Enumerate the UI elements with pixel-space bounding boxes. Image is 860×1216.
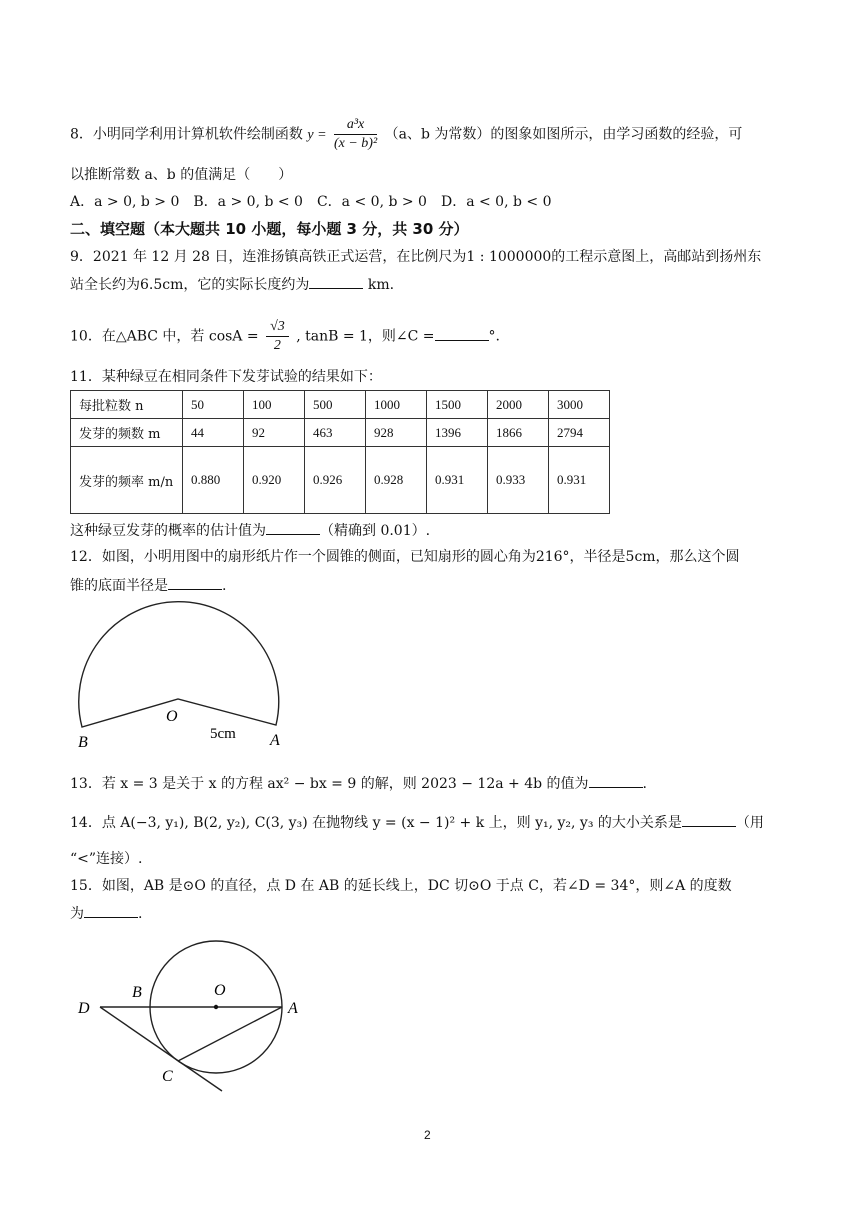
q10-fraction xyxy=(266,318,289,355)
q9-text: 站全长约为6.5cm，它的实际长度约为 xyxy=(70,277,310,293)
table-cell: 100 xyxy=(244,391,305,419)
table-cell: 0.880 xyxy=(183,447,244,514)
q9-line1: 9．2021 年 12 月 28 日，连淮扬镇高铁正式运营，在比例尺为1 : 1000000的工程示意图上，高邮站到扬州东 xyxy=(70,249,762,265)
q14-note: （用 xyxy=(735,815,764,831)
table-cell: 0.931 xyxy=(427,447,488,514)
q12-text: 锥的底面半径是 xyxy=(70,578,168,594)
table-cell: 2000 xyxy=(488,391,549,419)
q8-options: A．a > 0, b > 0 B．a > 0, b < 0 C．a < 0, b > 0 D．a < 0, b < 0 xyxy=(70,194,552,210)
sprout-table xyxy=(70,390,610,514)
table-cell: 1500 xyxy=(427,391,488,419)
q10-middle: , tanB = 1，则∠C = xyxy=(296,328,435,345)
table-cell: 928 xyxy=(366,419,427,447)
table-cell: 500 xyxy=(305,391,366,419)
q14-line2: “<”连接）. xyxy=(70,851,143,867)
q14-text: 14．点 A(−3, y₁), B(2, y₂), C(3, y₃) 在抛物线 y = (x − 1)² + k 上，则 y₁, y₂, y₃ 的大小关系是 xyxy=(70,815,682,831)
q15-end: . xyxy=(138,906,143,922)
q11-after-note: （精确到 0.01）. xyxy=(320,523,431,539)
section-heading: 二、填空题（本大题共 10 小题，每小题 3 分，共 30 分） xyxy=(70,220,469,238)
q8-line1 xyxy=(70,116,742,153)
q15-line1: 15．如图，AB 是⊙O 的直径，点 D 在 AB 的延长线上，DC 切⊙O 于点 C，若∠D = 34°，则∠A 的度数 xyxy=(70,878,732,894)
label-O: O xyxy=(166,708,178,725)
table-cell: 2794 xyxy=(549,419,610,447)
circle-figure xyxy=(70,935,330,1095)
q11-after xyxy=(70,520,430,541)
q14-line1 xyxy=(70,812,764,833)
label-B: B xyxy=(132,984,142,1001)
q12-end: . xyxy=(222,578,227,594)
q14-answer-blank xyxy=(682,812,736,827)
table-cell: 463 xyxy=(305,419,366,447)
q11-answer-blank xyxy=(266,520,320,535)
label-radius: 5cm xyxy=(210,726,236,742)
q12-line1: 12．如图，小明用图中的扇形纸片作一个圆锥的侧面，已知扇形的圆心角为216°，半径是5cm，那么这个圆 xyxy=(70,549,740,565)
q13-end: . xyxy=(642,776,647,792)
table-cell: 0.920 xyxy=(244,447,305,514)
q8-func-numerator: a³x xyxy=(334,116,377,135)
table-row xyxy=(71,447,610,514)
sector-figure xyxy=(70,595,310,755)
label-C: C xyxy=(162,1068,173,1085)
q8-fraction xyxy=(334,116,377,153)
q13-answer-blank xyxy=(589,773,643,788)
table-cell: 每批粒数 n xyxy=(71,391,183,419)
q9-answer-blank xyxy=(309,274,363,289)
q12-answer-blank xyxy=(168,575,222,590)
q13-text: 13．若 x = 3 是关于 x 的方程 ax² − bx = 9 的解，则 2023 − 12a + 4b 的值为 xyxy=(70,776,589,792)
q11-after-text: 这种绿豆发芽的概率的估计值为 xyxy=(70,523,266,539)
table-cell: 发芽的频数 m xyxy=(71,419,183,447)
q8-func-denominator: (x − b)² xyxy=(333,136,378,151)
label-A: A xyxy=(270,732,280,749)
table-cell: 1396 xyxy=(427,419,488,447)
label-O: O xyxy=(214,982,226,999)
table-cell: 1866 xyxy=(488,419,549,447)
q10-end: °. xyxy=(488,328,500,345)
table-cell: 50 xyxy=(183,391,244,419)
chord-CA xyxy=(178,1007,282,1061)
q10-prefix: 10．在△ABC 中，若 cosA = xyxy=(70,328,259,345)
q12-line2 xyxy=(70,575,226,596)
q8-func-y: y = xyxy=(307,127,327,143)
table-cell: 3000 xyxy=(549,391,610,419)
q8-prefix: 8．小明同学利用计算机软件绘制函数 xyxy=(70,126,303,143)
table-cell: 发芽的频率 m/n xyxy=(71,447,183,514)
q13-line xyxy=(70,773,647,794)
tangent-line-DC xyxy=(100,1007,222,1091)
page-number: 2 xyxy=(424,1128,431,1142)
table-cell: 0.928 xyxy=(366,447,427,514)
label-D: D xyxy=(78,1000,90,1017)
label-B: B xyxy=(78,734,88,751)
q8-suffix: （a、b 为常数）的图象如图所示，由学习函数的经验，可 xyxy=(384,126,743,143)
table-cell: 0.926 xyxy=(305,447,366,514)
table-cell: 0.933 xyxy=(488,447,549,514)
q10-numerator: √3 xyxy=(266,318,289,337)
label-A: A xyxy=(288,1000,298,1017)
table-cell: 92 xyxy=(244,419,305,447)
table-row xyxy=(71,391,610,419)
table-cell: 1000 xyxy=(366,391,427,419)
q8-line2: 以推断常数 a、b 的值满足（ ） xyxy=(70,167,293,183)
q9-unit: km. xyxy=(367,277,395,293)
table-row xyxy=(71,419,610,447)
table-cell: 0.931 xyxy=(549,447,610,514)
center-point xyxy=(214,1005,218,1009)
q15-text: 为 xyxy=(70,906,84,922)
sector-shape xyxy=(79,602,279,727)
q10-line xyxy=(70,318,500,355)
q10-denominator: 2 xyxy=(273,338,281,353)
table-cell: 44 xyxy=(183,419,244,447)
q9-line2 xyxy=(70,274,394,295)
q10-answer-blank xyxy=(435,326,489,341)
q11-title: 11．某种绿豆在相同条件下发芽试验的结果如下： xyxy=(70,369,382,385)
q15-answer-blank xyxy=(84,903,138,918)
q15-line2 xyxy=(70,903,142,924)
